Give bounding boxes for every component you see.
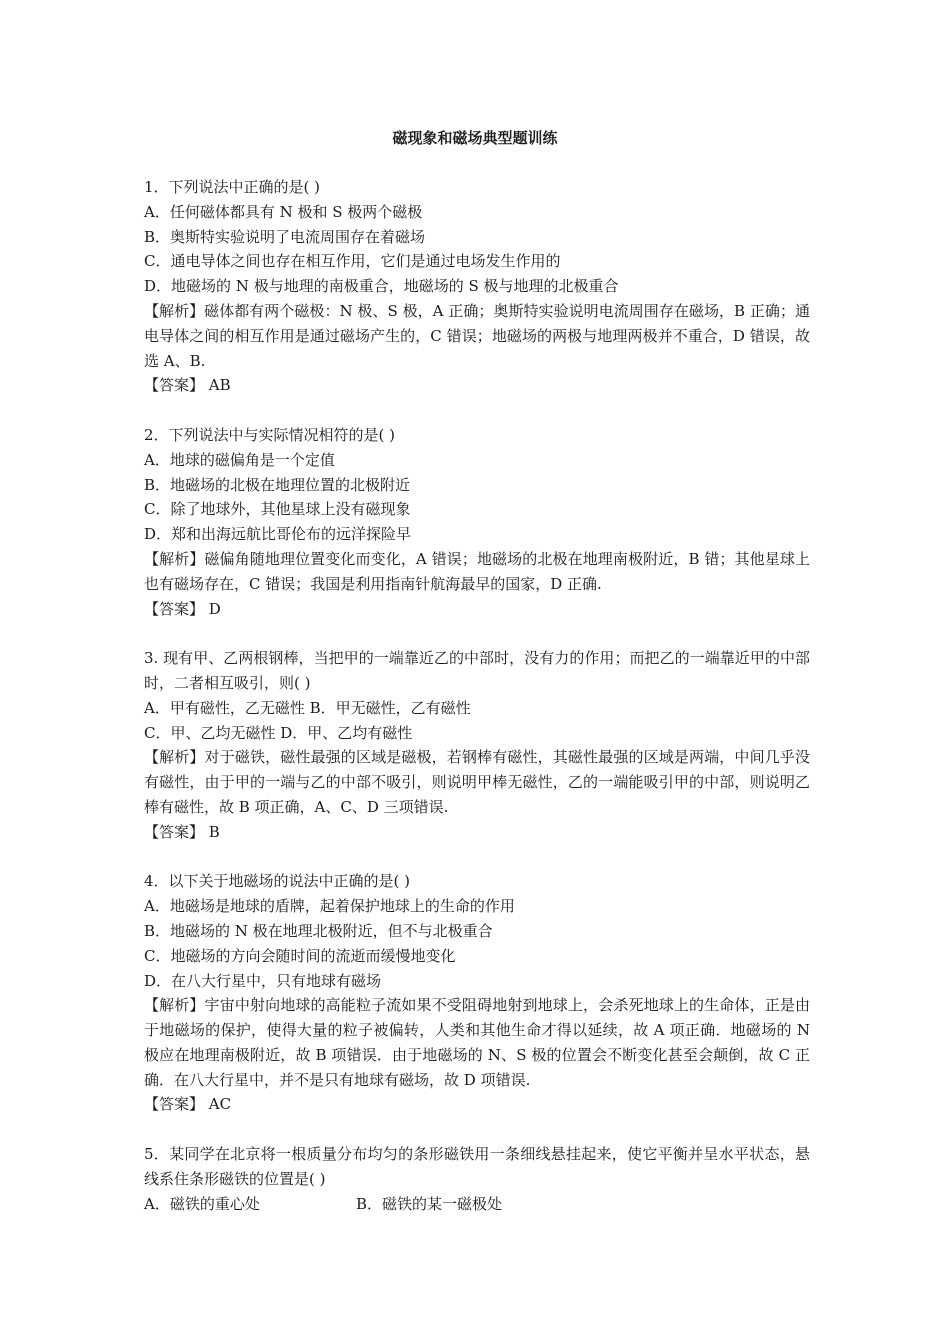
option: B．地磁场的北极在地理位置的北极附近 (144, 475, 411, 494)
option: B．奥斯特实验说明了电流周围存在着磁场 (144, 227, 426, 246)
question-stem: 5．某同学在北京将一根质量分布均匀的条形磁铁用一条细线悬挂起来，使它平衡并呈水平状态，悬线系住条形磁铁的位置是( ) (144, 1145, 810, 1188)
option: D．地磁场的 N 极与地理的南极重合，地磁场的 S 极与地理的北极重合 (144, 277, 619, 296)
option: C．通电导体之间也存在相互作用，它们是通过电场发生作用的 (144, 252, 561, 271)
question-5 (144, 1142, 810, 1216)
option: B．磁铁的某一磁极处 (356, 1194, 503, 1213)
question-stem: 1．下列说法中正确的是( ) (144, 178, 321, 196)
question-4 (144, 869, 810, 1117)
analysis: 【解析】磁体都有两个磁极：N 极、S 极，A 正确；奥斯特实验说明电流周围存在磁场，B 正确；通电导体之间的相互作用是通过磁场产生的，C 错误；地磁场的两极与地理两极并不重合，D 错误，故选 A、B. (144, 301, 810, 370)
analysis: 【解析】宇宙中射向地球的高能粒子流如果不受阻碍地射到地球上，会杀死地球上的生命体，正是由于地磁场的保护，使得大量的粒子被偏转，人类和其他生命才得以延续，故 A 项正确．地磁场的 N 极应在地理南极附近，故 B 项错误．由于地磁场的 N、S 极的位置会不断变化甚至会颠倒，故 C 正确．在八大行星中，并不是只有地球有磁场，故 D 项错误. (144, 996, 810, 1089)
option: A．甲有磁性，乙无磁性 B．甲无磁性，乙有磁性 (144, 698, 471, 717)
document-body (144, 175, 810, 1241)
option: C．地磁场的方向会随时间的流逝而缓慢地变化 (144, 946, 456, 965)
question-3 (144, 646, 810, 844)
answer: 【答案】 B (144, 822, 220, 841)
document-title: 磁现象和磁场典型题训练 (392, 129, 558, 147)
option: A．地球的磁偏角是一个定值 (144, 450, 335, 469)
question-stem: 4．以下关于地磁场的说法中正确的是( ) (144, 872, 411, 891)
question-1 (144, 175, 810, 398)
option: D．郑和出海远航比哥伦布的远洋探险早 (144, 525, 412, 544)
analysis: 【解析】磁偏角随地理位置变化而变化，A 错误；地磁场的北极在地理南极附近，B 错；其他星球上也有磁场存在，C 错误；我国是利用指南针航海最早的国家，D 正确. (144, 549, 810, 593)
option-row (144, 1192, 810, 1217)
question-stem: 3. 现有甲、乙两根钢棒，当把甲的一端靠近乙的中部时，没有力的作用；而把乙的一端靠近甲的中部时，二者相互吸引，则( ) (144, 649, 810, 692)
answer: 【答案】 AC (144, 1095, 232, 1114)
question-stem: 2．下列说法中与实际情况相符的是( ) (144, 425, 396, 444)
option: A．地磁场是地球的盾牌，起着保护地球上的生命的作用 (144, 897, 515, 916)
option: C．除了地球外，其他星球上没有磁现象 (144, 500, 411, 519)
analysis: 【解析】对于磁铁，磁性最强的区域是磁极，若钢棒有磁性，其磁性最强的区域是两端，中间几乎没有磁性，由于甲的一端与乙的中部不吸引，则说明甲棒无磁性，乙的一端能吸引甲的中部，则说明乙棒有磁性，故 B 项正确，A、C、D 三项错误. (144, 748, 810, 816)
question-2 (144, 423, 810, 621)
answer: 【答案】 AB (144, 376, 231, 395)
option: A．磁铁的重心处 (144, 1194, 260, 1213)
option: A．任何磁体都具有 N 极和 S 极两个磁极 (144, 202, 423, 221)
option: D．在八大行星中，只有地球有磁场 (144, 971, 382, 990)
option: C．甲、乙均无磁性 D．甲、乙均有磁性 (144, 723, 413, 742)
answer: 【答案】 D (144, 599, 221, 618)
option: B．地磁场的 N 极在地理北极附近，但不与北极重合 (144, 921, 493, 940)
